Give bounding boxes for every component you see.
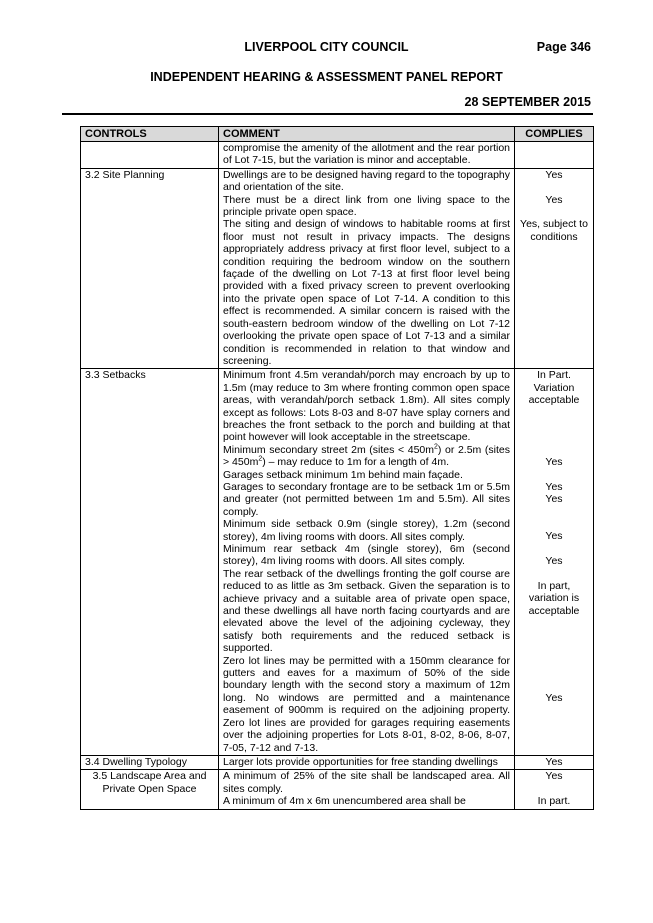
comment-text: Minimum side setback 0.9m (single storey), 1.2m (second storey), 4m living rooms with doors. All sites comply. (223, 518, 510, 543)
complies-value: In part, variation is acceptable (528, 580, 580, 617)
council-name: LIVERPOOL CITY COUNCIL (244, 40, 409, 54)
complies-cell (515, 755, 594, 769)
control-cell: 3.4 Dwelling Typology (81, 755, 219, 769)
header-rule (62, 113, 593, 115)
complies-cell (515, 168, 594, 369)
complies-cell (515, 369, 594, 756)
report-title: INDEPENDENT HEARING & ASSESSMENT PANEL REPORT (150, 70, 503, 84)
complies-value: Yes (545, 168, 563, 181)
comment-cell (219, 770, 515, 809)
table-header-row (81, 127, 594, 142)
comment-text-part: ) or 2.5m (sites > 450m (223, 443, 510, 469)
comment-cell (219, 755, 515, 769)
comment-text: The rear setback of the dwellings fronting the golf course are reduced to as little as 3m setback. Given the separation is to achieve privacy and a suitable area of private open space, and these dwellings all have north facing courtyards and are elevated above the level of the adjoining cycleway, they satisfy both requirements and the reduced setback is supported. (223, 567, 510, 655)
table-row (81, 142, 594, 169)
page-number: Page 346 (536, 40, 591, 54)
complies-value: Yes (545, 493, 563, 506)
header-comment: COMMENT (219, 127, 515, 142)
report-date: 28 SEPTEMBER 2015 (464, 95, 591, 109)
table-row (81, 770, 594, 809)
complies-value: Yes, subject to conditions (520, 218, 588, 243)
complies-value: Yes (545, 530, 563, 543)
comment-cell (219, 142, 515, 169)
complies-value: Yes (545, 555, 563, 568)
controls-table (80, 126, 594, 810)
comment-text-part: ) – may reduce to 1m for a length of 4m. (262, 456, 449, 469)
comment-text: Minimum front 4.5m verandah/porch may encroach by up to 1.5m (may reduce to 3m where fronting common open space areas, with verandah/porch setback 1.8m). All sites comply except as follows: Lots 8-03 and 8-07 have splay corners and breaches the front setback to the porch and building at that point however will look acceptable in the streetscape. (223, 369, 510, 444)
complies-value: Yes (545, 691, 563, 704)
comment-text: Garages to secondary frontage are to be setback 1m or 5.5m and greater (not permitted between 1m and 5.5m). All sites comply. (223, 480, 510, 518)
complies-value: Yes (545, 770, 563, 783)
superscript: 2 (434, 443, 438, 451)
header-complies: COMPLIES (515, 127, 594, 142)
complies-value: Yes (545, 480, 563, 493)
comment-text-part: Minimum secondary street 2m (sites < 450m (223, 443, 434, 456)
comment-text: A minimum of 4m x 6m unencumbered area shall be (223, 795, 466, 808)
comment-text: Zero lot lines may be permitted with a 150mm clearance for gutters and eaves for a maximum of 50% of the side boundary length with the second story a maximum of 12m long. No windows are permitted and a maintenance easement of 900mm is required on the adjoining property. Zero lot lines are provided for garages requiring easements over the adjoining properties for Lots 8-01, 8-02, 8-06, 8-07, 7-05, 7-12 and 7-13. (223, 654, 510, 754)
comment-text: Dwellings are to be designed having regard to the topography and orientation of the site. (223, 168, 510, 194)
complies-value: In part. (537, 795, 571, 808)
complies-cell (515, 770, 594, 809)
comment-text: compromise the amenity of the allotment and the rear portion of Lot 7-15, but the variation is minor and acceptable. (223, 142, 510, 167)
comment-text: A minimum of 25% of the site shall be landscaped area. All sites comply. (223, 770, 510, 795)
complies-value: Yes (545, 755, 563, 768)
complies-cell (515, 142, 594, 169)
comment-text: Larger lots provide opportunities for free standing dwellings (223, 755, 498, 768)
comment-text: Garages setback minimum 1m behind main façade. (223, 468, 463, 481)
header-controls: CONTROLS (81, 127, 219, 142)
comment-text: There must be a direct link from one living space to the principle private open space. (223, 193, 510, 219)
comment-text (223, 444, 510, 469)
control-cell: 3.3 Setbacks (81, 369, 219, 756)
table-row (81, 369, 594, 756)
comment-text: Minimum rear setback 4m (single storey), 6m (second storey), 4m living rooms with doors. All sites comply. (223, 543, 510, 568)
table-row (81, 168, 594, 369)
complies-value: In Part. Variation acceptable (528, 369, 580, 407)
comment-cell (219, 168, 515, 369)
superscript: 2 (258, 455, 263, 463)
control-cell: 3.5 Landscape Area and Private Open Space (81, 770, 219, 809)
control-cell: 3.2 Site Planning (81, 168, 219, 369)
comment-text: The siting and design of windows to habitable rooms at first floor must not result in privacy impacts. The designs appropriately address privacy at first floor level, subject to a condition requiring the bedroom window on the southern façade of the dwelling on Lot 7-13 at first floor level being provided with a fixed privacy screen to prevent overlooking into the private open space of Lot 7-14. A condition to this effect is recommended. A similar concern is raised with the south-eastern bedroom window of the dwelling on Lot 7-12 overlooking the private open space of Lot 7-13 and a similar condition is recommended in relation to that window and screening. (223, 218, 510, 367)
complies-value: Yes (545, 193, 563, 206)
comment-cell (219, 369, 515, 756)
control-cell (81, 142, 219, 169)
complies-value: Yes (545, 456, 563, 469)
table-row (81, 755, 594, 769)
